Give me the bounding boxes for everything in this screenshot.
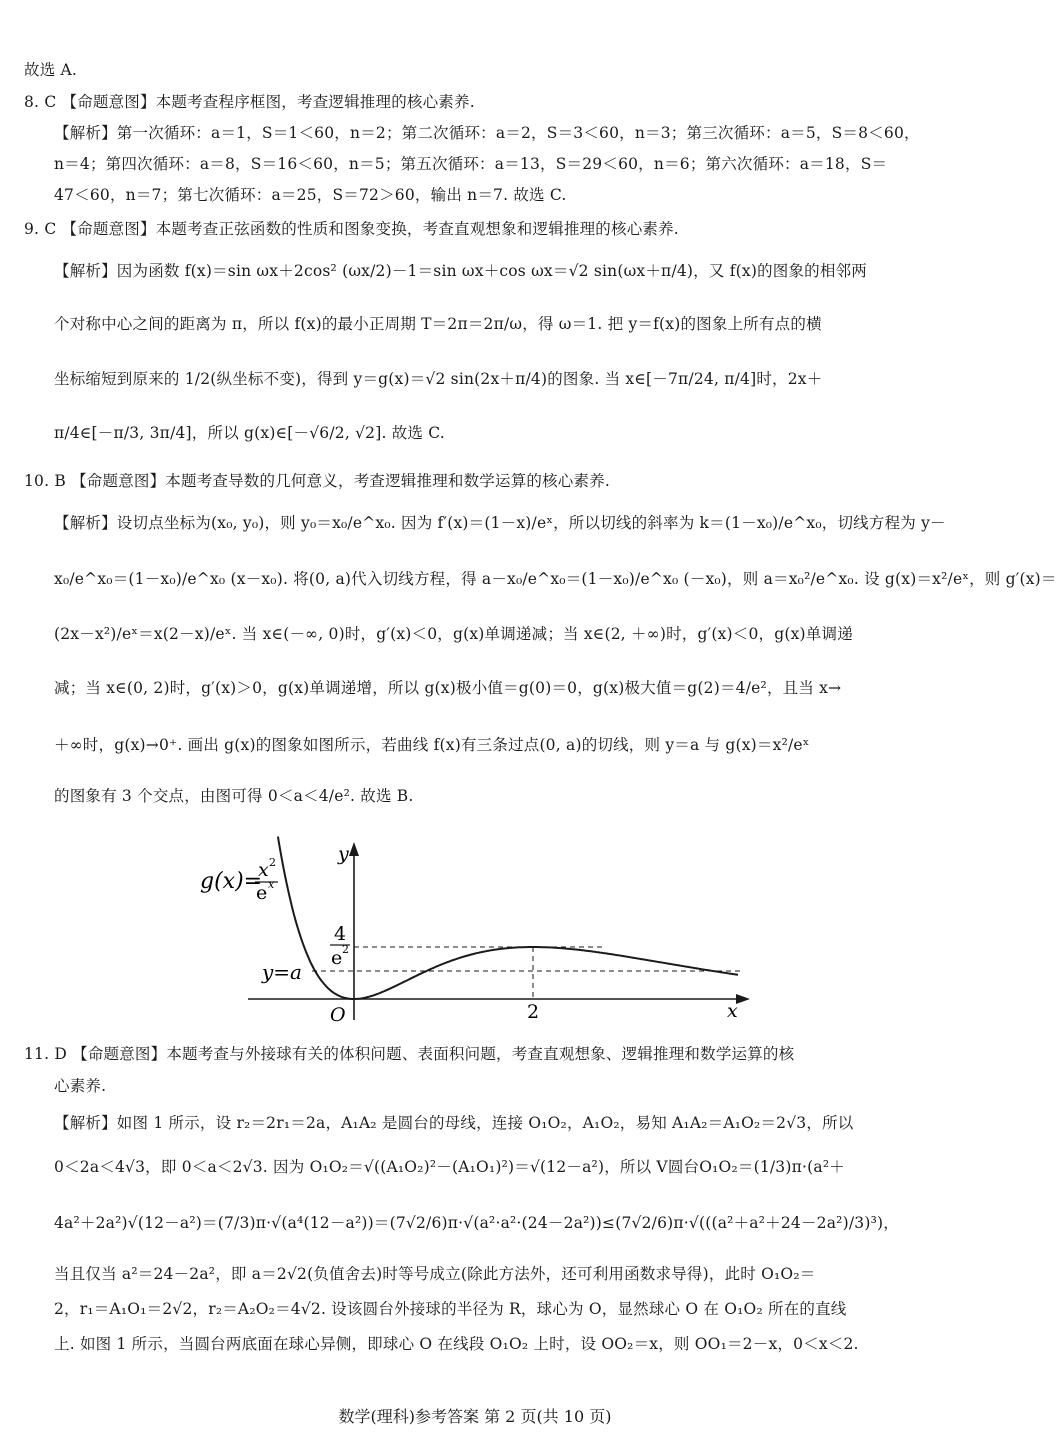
y-axis-arrow: [349, 842, 359, 856]
text-line: 4a²＋2a²)√(12－a²)＝(7/3)π·√(a⁴(12－a²))＝(7√2/6)π·√(a²·a²·(24－2a²))≤(7√2/6)π·√(((a²＋a²＋24－2a²)/3)³)，: [54, 1214, 899, 1232]
text-line: 47＜60，n＝7；第七次循环：a＝25，S＝72＞60，输出 n＝7. 故选 C.: [54, 186, 567, 204]
text-line: ＋∞时，g(x)→0⁺. 画出 g(x)的图象如图所示，若曲线 f(x)有三条过点(0, a)的切线，则 y＝a 与 g(x)＝x²/eˣ: [54, 736, 810, 754]
text-line: 当且仅当 a²＝24－2a²，即 a＝2√2(负值舍去)时等号成立(除此方法外，还可利用函数求导得)，此时 O₁O₂＝: [54, 1265, 816, 1283]
text-line: 【解析】如图 1 所示，设 r₂＝2r₁＝2a，A₁A₂ 是圆台的母线，连接 O₁O₂，A₁O₂，易知 A₁A₂＝A₁O₂＝2√3，所以: [54, 1114, 854, 1132]
text-line: 故选 A.: [24, 61, 78, 79]
page-footer: 数学(理科)参考答案 第 2 页(共 10 页): [338, 1407, 612, 1426]
x-axis-arrow: [736, 994, 750, 1004]
max-y-den-sup: 2: [342, 943, 349, 956]
text-line: π/4∈[－π/3, 3π/4]，所以 g(x)∈[－√6/2, √2]. 故选 C.: [54, 424, 445, 442]
text-line: 的图象有 3 个交点，由图可得 0＜a＜4/e². 故选 B.: [54, 787, 414, 805]
text-line: 【解析】因为函数 f(x)＝sin ωx＋2cos² (ωx/2)－1＝sin ωx＋cos ωx＝√2 sin(ωx＋π/4)，又 f(x)的图象的相邻两: [54, 262, 867, 280]
text-line: (2x－x²)/eˣ＝x(2－x)/eˣ. 当 x∈(－∞, 0)时，g′(x)＜0，g(x)单调递减；当 x∈(2, ＋∞)时，g′(x)＜0，g(x)单调递: [54, 625, 853, 643]
y-axis-label: y: [338, 843, 349, 865]
function-label-den-sup: x: [268, 878, 275, 891]
text-line: x₀/e^x₀＝(1－x₀)/e^x₀ (x－x₀). 将(0, a)代入切线方程，得 a－x₀/e^x₀＝(1－x₀)/e^x₀ (－x₀)，则 a＝x₀²/e^x₀. 设 g(x)＝x²/eˣ，则 g′(x)＝: [54, 570, 1057, 588]
text-line: 10. B 【命题意图】本题考查导数的几何意义，考查逻辑推理和数学运算的核心素养.: [24, 472, 611, 490]
text-line: 【解析】设切点坐标为(x₀, y₀)，则 y₀＝x₀/e^x₀. 因为 f′(x)＝(1－x)/eˣ，所以切线的斜率为 k＝(1－x₀)/e^x₀，切线方程为 y－: [54, 514, 946, 532]
text-line: 减；当 x∈(0, 2)时，g′(x)＞0，g(x)单调递增，所以 g(x)极小值＝g(0)＝0，g(x)极大值＝g(2)＝4/e²，且当 x→: [54, 679, 842, 697]
text-line: n＝4；第四次循环：a＝8，S＝16＜60，n＝5；第五次循环：a＝13，S＝29＜60，n＝6；第六次循环：a＝18，S＝: [54, 155, 888, 173]
function-label-den: e: [256, 882, 268, 904]
text-line: 9. C 【命题意图】本题考查正弦函数的性质和图象变换，考查直观想象和逻辑推理的核心素养.: [24, 220, 679, 238]
max-y-den: e: [331, 947, 343, 969]
text-line: 11. D 【命题意图】本题考查与外接球有关的体积问题、表面积问题，考查直观想象、逻辑推理和数学运算的核: [24, 1045, 795, 1063]
text-line: 坐标缩短到原来的 1/2(纵坐标不变)，得到 y＝g(x)＝√2 sin(2x＋π/4)的图象. 当 x∈[－7π/24, π/4]时，2x＋: [54, 370, 823, 388]
text-line: 0＜2a＜4√3，即 0＜a＜2√3. 因为 O₁O₂＝√((A₁O₂)²－(A₁O₁)²)＝√(12－a²)，所以 V圆台O₁O₂＝(1/3)π·(a²＋: [54, 1158, 845, 1176]
text-line: 2，r₁＝A₁O₁＝2√2，r₂＝A₂O₂＝4√2. 设该圆台外接球的半径为 R，球心为 O，显然球心 O 在 O₁O₂ 所在的直线: [54, 1300, 847, 1318]
x-axis-label: x: [727, 1000, 738, 1022]
ya-label: y=a: [262, 960, 302, 984]
function-label: g(x)=: [200, 869, 263, 894]
text-line: 8. C 【命题意图】本题考查程序框图，考查逻辑推理的核心素养.: [24, 93, 475, 111]
function-label-num-sup: 2: [269, 856, 276, 869]
text-line: 个对称中心之间的距离为 π，所以 f(x)的最小正周期 T＝2π＝2π/ω，得 ω＝1. 把 y＝f(x)的图象上所有点的横: [54, 315, 822, 333]
text-line: 上. 如图 1 所示，当圆台两底面在球心异侧，即球心 O 在线段 O₁O₂ 上时，设 OO₂＝x，则 OO₁＝2－x，0＜x＜2.: [54, 1335, 859, 1353]
max-y-num: 4: [334, 923, 347, 945]
text-line: 心素养.: [54, 1077, 107, 1095]
function-label-num: x: [258, 859, 269, 881]
text-line: 【解析】第一次循环：a＝1，S＝1＜60，n＝2；第二次循环：a＝2，S＝3＜60，n＝3；第三次循环：a＝5，S＝8＜60，: [54, 124, 920, 142]
max-x-label: 2: [527, 1001, 540, 1023]
origin-label: O: [330, 1004, 346, 1026]
